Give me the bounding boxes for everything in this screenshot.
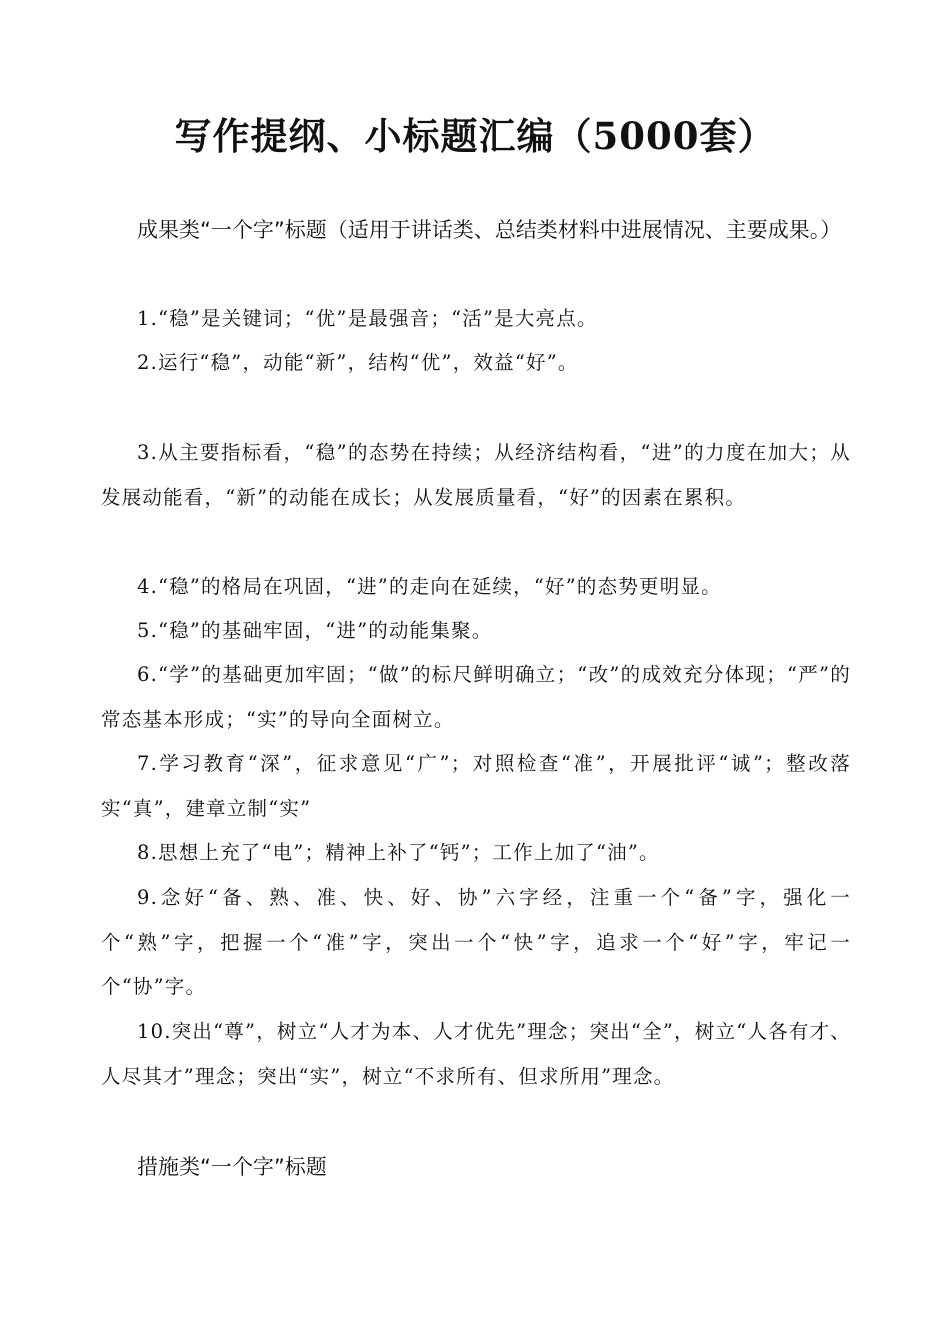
list-item-7: 7.学习教育“深”，征求意见“广”；对照检查“准”，开展批评“诚”；整改落实“真”，建章立制“实” [101,752,851,820]
section-heading-measures: 措施类“一个字”标题 [137,1155,327,1179]
section-heading-results: 成果类“一个字”标题（适用于讲话类、总结类材料中进展情况、主要成果。） [137,218,842,242]
document-title: 写作提纲、小标题汇编（5000套） [174,114,776,158]
list-item-5: 5.“稳”的基础牢固，“进”的动能集聚。 [137,619,493,642]
list-item-10: 10.突出“尊”，树立“人才为本、人才优先”理念；突出“全”，树立“人各有才、人尽其才”理念；突出“实”，树立“不求所有、但求所用”理念。 [101,1020,851,1088]
list-item-3: 3.从主要指标看，“稳”的态势在持续；从经济结构看，“进”的力度在加大；从发展动能看，“新”的动能在成长；从发展质量看，“好”的因素在累积。 [101,441,851,509]
list-item-9: 9.念好“备、熟、准、快、好、协”六字经，注重一个“备”字，强化一个“熟”字，把握一个“准”字，突出一个“快”字，追求一个“好”字，牢记一个“协”字。 [101,886,851,998]
list-item-6: 6.“学”的基础更加牢固；“做”的标尺鲜明确立；“改”的成效充分体现；“严”的常态基本形成；“实”的导向全面树立。 [101,663,851,731]
list-item-1: 1.“稳”是关键词；“优”是最强音；“活”是大亮点。 [137,307,598,330]
list-item-4: 4.“稳”的格局在巩固，“进”的走向在延续，“好”的态势更明显。 [137,575,722,598]
list-item-2: 2.运行“稳”，动能“新”，结构“优”，效益“好”。 [137,351,579,374]
list-item-8: 8.思想上充了“电”；精神上补了“钙”；工作上加了“油”。 [137,841,660,864]
